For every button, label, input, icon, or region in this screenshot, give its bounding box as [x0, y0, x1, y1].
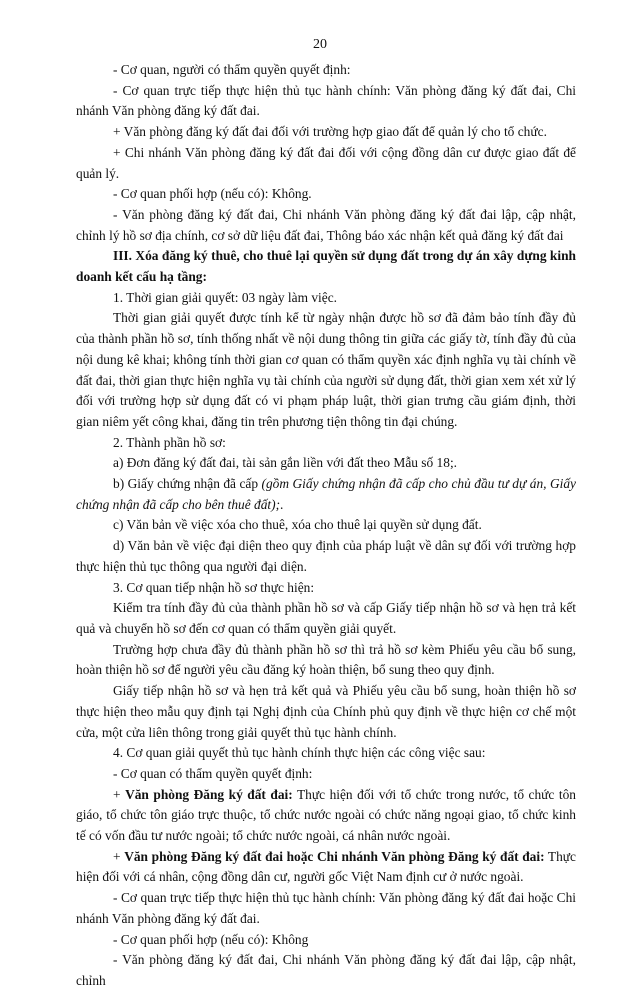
paragraph: - Cơ quan phối hợp (nếu có): Không.	[113, 186, 312, 202]
section-heading: III. Xóa đăng ký thuê, cho thuê lại quyền sử dụng đất trong dự án xây dựng kinh doanh kết cấu hạ tầng:	[76, 248, 576, 285]
paragraph: 3. Cơ quan tiếp nhận hồ sơ thực hiện:	[113, 579, 315, 595]
paragraph: a) Đơn đăng ký đất đai, tài sản gắn liền với đất theo Mẫu số 18;.	[113, 455, 458, 471]
paragraph: - Văn phòng đăng ký đất đai, Chi nhánh Văn phòng đăng ký đất đai lập, cập nhật, chỉnh lý hồ sơ địa chính, cơ sở dữ liệu đất đai, Thông báo xác nhận kết quả đăng ký đất đai	[76, 206, 576, 243]
paragraph: Kiểm tra tính đầy đủ của thành phần hồ sơ và cấp Giấy tiếp nhận hồ sơ và hẹn trả kết quả và chuyển hồ sơ đến cơ quan có thẩm quyền giải quyết.	[76, 600, 576, 636]
paragraph: Trường hợp chưa đầy đủ thành phần hồ sơ thì trả hồ sơ kèm Phiếu yêu cầu bổ sung, hoàn thiện hồ sơ để người yêu cầu đăng ký hoàn thiện, bổ sung theo quy định.	[76, 641, 576, 678]
paragraph: - Cơ quan phối hợp (nếu có): Không	[113, 931, 309, 947]
paragraph: - Cơ quan có thẩm quyền quyết định:	[113, 765, 313, 781]
paragraph-lead: +	[113, 786, 126, 802]
paragraph-text: Thực hiện đối với tổ chức trong nước, tổ chức tôn giáo, tổ chức tôn giáo trực thuộc, tổ chức nước ngoài có chức năng ngoại giao, tổ chức kinh tế có vốn đầu tư nước ngoài; tổ chức nước ngoài, cá nhân nước ngoài.	[76, 786, 576, 844]
paragraph: - Văn phòng đăng ký đất đai, Chi nhánh Văn phòng đăng ký đất đai lập, cập nhật, chỉnh	[76, 952, 576, 988]
paragraph-text: Thực hiện đối với cá nhân, cộng đồng dân cư, người gốc Việt Nam định cư ở nước ngoài.	[76, 848, 577, 885]
paragraph	[76, 785, 576, 847]
paragraph-lead: +	[113, 848, 125, 864]
paragraph-text: b) Giấy chứng nhận đã cấp	[113, 476, 262, 492]
paragraph	[76, 847, 576, 888]
paragraph: c) Văn bản về việc xóa cho thuê, xóa cho thuê lại quyền sử dụng đất.	[113, 517, 482, 533]
paragraph: + Văn phòng đăng ký đất đai đối với trường hợp giao đất để quản lý cho tổ chức.	[113, 124, 547, 140]
paragraph: Giấy tiếp nhận hồ sơ và hẹn trả kết quả và Phiếu yêu cầu bổ sung, hoàn thiện hồ sơ thực hiện theo mẫu quy định tại Nghị định của Chính phủ quy định về thực hiện cơ chế một cửa, một cửa liên thông trong giải quyết thủ tục hành chính.	[76, 683, 576, 740]
paragraph: d) Văn bản về việc đại diện theo quy định của pháp luật về dân sự đối với trường hợp thực hiện thủ tục thông qua người đại diện.	[76, 538, 576, 574]
paragraph: 1. Thời gian giải quyết: 03 ngày làm việc.	[113, 289, 338, 305]
page-number: 20	[313, 37, 327, 52]
paragraph: 4. Cơ quan giải quyết thủ tục hành chính thực hiện các công việc sau:	[113, 745, 486, 761]
paragraph: 2. Thành phần hồ sơ:	[113, 434, 226, 450]
italic-note: (gồm Giấy chứng nhận đã cấp cho chủ đầu tư dự án, Giấy chứng nhận đã cấp cho bên thuê đất);	[76, 476, 576, 512]
paragraph: - Cơ quan trực tiếp thực hiện thủ tục hành chính: Văn phòng đăng ký đất đai hoặc Chi nhánh Văn phòng đăng ký đất đai.	[76, 890, 576, 926]
paragraph: Thời gian giải quyết được tính kể từ ngày nhận được hồ sơ đã đảm bảo tính đầy đủ của thành phần hồ sơ, tính thống nhất về nội dung thông tin giữa các giấy tờ, tính đầy đủ của nội dung kê khai; không tính thời gian cơ quan có thẩm quyền xác định nghĩa vụ tài chính về đất đai, thời gian thực hiện nghĩa vụ tài chính của người sử dụng đất, thời gian xem xét xử lý đối với trường hợp sử dụng đất có vi phạm pháp luật, thời gian trưng cầu giám định, thời gian niêm yết công khai, đăng tin trên phương tiện thông tin đại chúng.	[76, 310, 576, 429]
paragraph: - Cơ quan trực tiếp thực hiện thủ tục hành chính: Văn phòng đăng ký đất đai, Chi nhánh Văn phòng đăng ký đất đai.	[76, 82, 576, 119]
paragraph	[76, 474, 576, 515]
bold-term: Văn phòng Đăng ký đất đai:	[125, 786, 293, 802]
paragraph: - Cơ quan, người có thẩm quyền quyết định:	[113, 62, 351, 77]
paragraph-tail: .	[280, 496, 284, 512]
bold-term: Văn phòng Đăng ký đất đai hoặc Chi nhánh Văn phòng Đăng ký đất đai:	[124, 848, 545, 864]
document-body	[76, 60, 576, 992]
paragraph: + Chi nhánh Văn phòng đăng ký đất đai đối với cộng đồng dân cư được giao đất để quản lý.	[76, 144, 576, 181]
